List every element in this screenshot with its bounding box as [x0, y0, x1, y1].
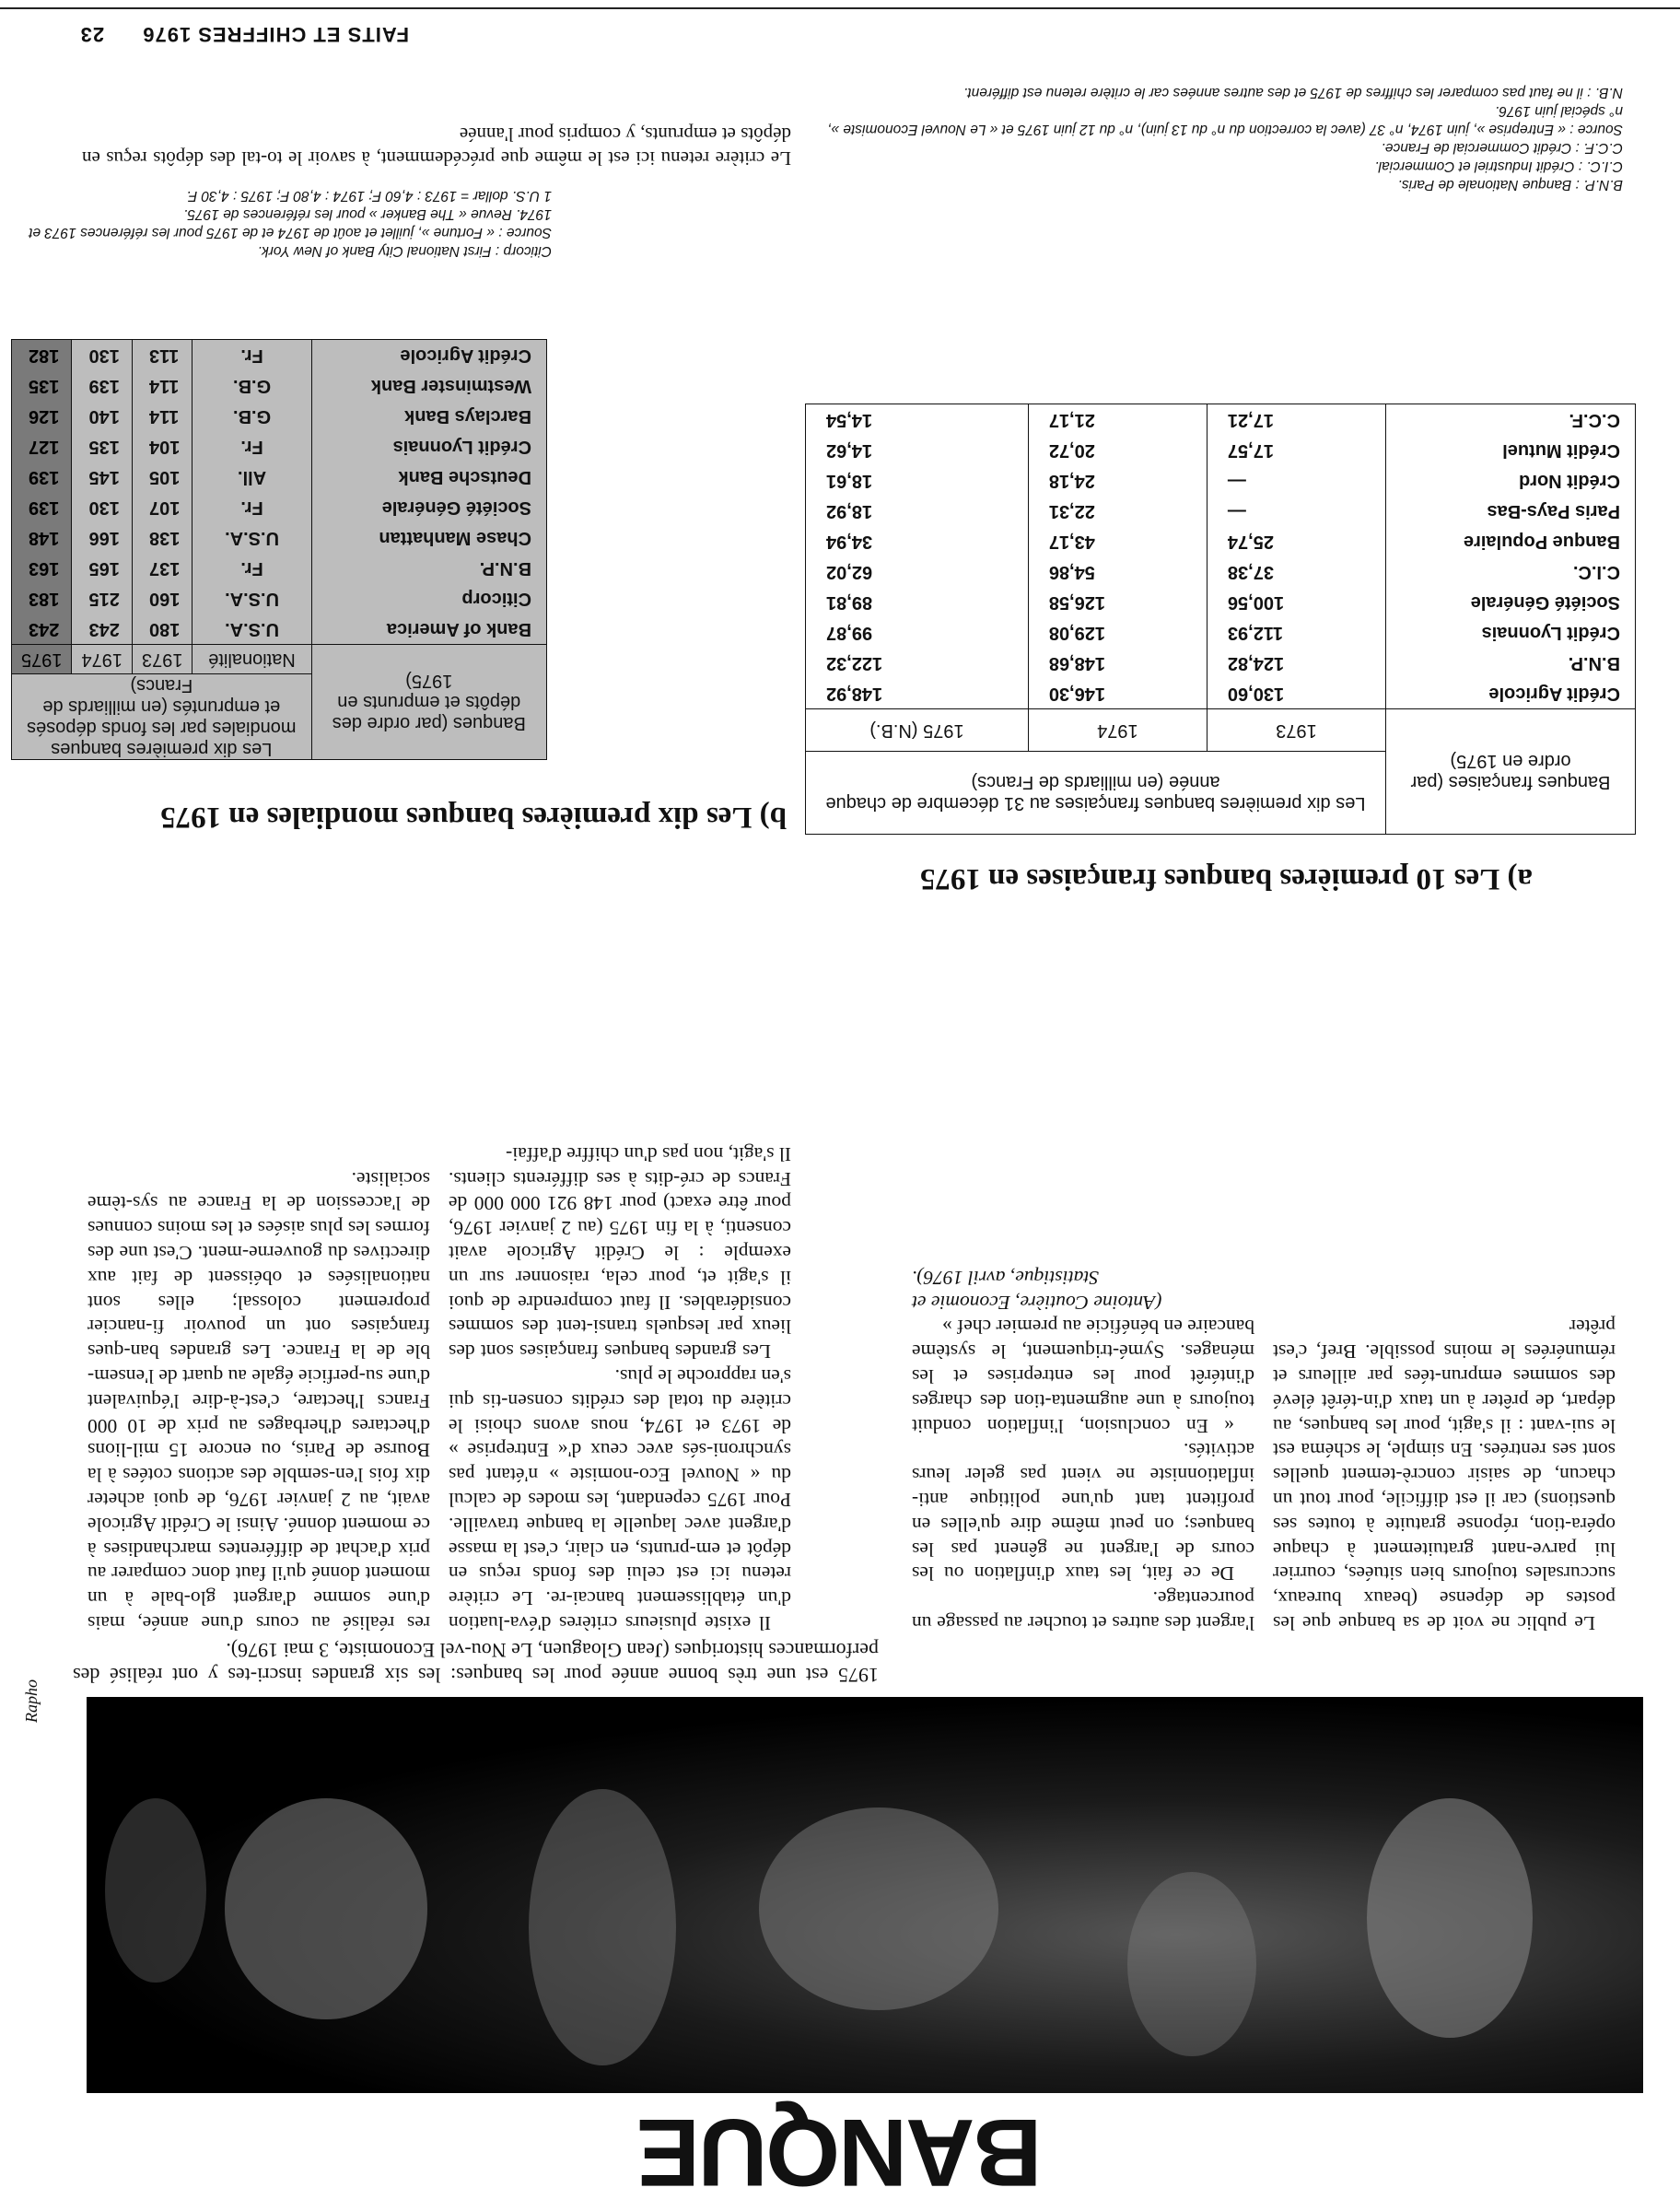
note: Source : « Fortune », juillet et août de 1974 et de 1975 pour les références 1973 et 1974. Revue « The Banker » pour les références de 1975.	[29, 206, 552, 240]
page-number: 23	[79, 23, 105, 46]
col-header-year: 1974	[72, 645, 133, 674]
table-row: Crédit Agricole 130,60 146,30 148,92	[806, 678, 1636, 709]
notes-french-banks	[812, 83, 1623, 193]
col-header-year: 1973	[133, 645, 193, 674]
note: Citicorp : First National City Bank of New York.	[257, 243, 552, 259]
table-row: Paris Pays-Bas — 22,31 18,92	[806, 496, 1636, 526]
text-column-1	[1273, 1315, 1616, 1635]
top-rule	[0, 7, 1680, 9]
col-header-group: Les dix premières banques françaises au 31 décembre de chaque année (en milliards de Francs)	[806, 752, 1386, 835]
table-row: Crédit Mutuel 17,57 20,72 14,62	[806, 435, 1636, 465]
running-header-title: FAITS ET CHIFFRES 1976	[142, 23, 409, 46]
col-header-group: Les dix premières banques mondiales par les fonds déposés et empruntés (en milliards de Francs)	[12, 674, 312, 760]
table-row: Crédit Lyonnais 112,93 129,08 99,87	[806, 617, 1636, 648]
table-world-banks	[11, 339, 547, 760]
intro-text: 1975 est une très bonne année pour les banques: les six grandes inscri-tes y ont réalisé des performances historiques (Jean Gloaguen, Le Nou-vel Economiste, 3 mai 1976).	[73, 1639, 879, 1687]
col-header-bank: Banques (par ordre des dépôts et emprunts en 1975)	[311, 645, 546, 760]
paragraph: De ce fait, les taux d'inflation ou les cours de l'argent ne gênent pas les banques; on peut même dire qu'elles en profitent tant qu'une politique anti-inflationniste ne vient pas geler leurs activités.	[912, 1439, 1254, 1585]
text-column-2	[912, 1265, 1254, 1635]
table-french-banks	[805, 404, 1636, 835]
paragraph: « En conclusion, l'inflation conduit toujours à une augmenta-tion des charges d'intérêt pour les entreprises et les ménages. Symé-triquement, le système bancaire en bénéficie au premier chef »	[912, 1316, 1254, 1437]
table-row: Bank of America U.S.A. 180 243 243	[12, 614, 547, 645]
note: C.I.C. : Crédit Industriel et Commercial.	[1374, 158, 1623, 174]
footnote-text: Le critère retenu ici est le même que précédemment, à savoir le to-tal des dépôts reçus en dépôts et emprunts, y compris pour l'année	[82, 123, 791, 170]
photo-credit: Rapho	[22, 1679, 41, 1723]
table-row: Chase Manhattan U.S.A. 138 166 148	[12, 522, 547, 553]
text-column-3	[449, 1141, 791, 1635]
table-row: Crédit Lyonnais Fr. 104 135 127	[12, 431, 547, 462]
col-header-bank: Banques françaises (par ordre en 1975)	[1386, 709, 1636, 835]
paragraph: Il existe plusieurs critères d'éva-luation d'un établissement bancai-re. Le critère retenu ici est celui des fonds reçus en dépôt et em-prunts, en clair, c'est la masse d'argent avec laquelle la banque travaille. Pour 1975 cependant, les modes de calcul du « Nouvel Eco-nomiste » n'étant pas synchroni-sés avec ceux d'« Entreprise » de 1973 et 1974, nous avons choisi le critère du total des crédits consen-tis qui s'en rapproche le plus.	[449, 1365, 791, 1634]
table-row: Crédit Agricole Fr. 113 130 182	[12, 340, 547, 371]
table-row: Banque Populaire 25,74 43,17 34,94	[806, 526, 1636, 556]
table-row: C.I.C. 37,38 54,86 62,02	[806, 556, 1636, 587]
paragraph: res réalisé au cours d'une année, mais d'une somme d'argent glo-bale à un moment donné qu'il faut donc comparer au prix d'achat de différentes marchandises à ce moment donné. Ainsi le Crédit Agricole avait, au 2 janvier 1976, de quoi acheter dix fois l'en-semble des actions cotées à la Bourse de Paris, ou encore 15 mil-lions d'hectares d'herbages au prix de 10 000 Francs l'hectare, c'est-à-dire l'équivalent d'une su-perficie égale au quart de l'ensem-ble de la France. Les grandes ban-ques françaises ont un pouvoir fi-nancier proprement colossal; elles sont nationalisées et obéissent de fait aux directives du gouverne-ment. C'est une des formes les plus aisées et les moins connues de l'accession de la France au sys-tème socialiste.	[88, 1167, 430, 1634]
table-row: B.N.P. Fr. 137 165 163	[12, 553, 547, 583]
note: C.C.F. : Crédit Commercial de France.	[1381, 140, 1623, 156]
page-title: BANQUE	[637, 2099, 1043, 2205]
paragraph: Le public ne voit de sa banque que les postes de dépense (beaux bureaux, succursales toujours bien situées, courrier lui parve-nant gratuitement à chaque opéra-tion, réponse gratuite à toutes ses questions) car il est difficile, pour tout un chacun, de saisir concrè-tement quelles sont ses rentrées. En simple, le schéma est le sui-vant : il s'agit, pour les banques, au départ, de prêter à un taux d'in-térêt élevé des sommes emprun-tées par ailleurs et rémunérées le moins possible. Bref, c'est prêter	[1273, 1316, 1616, 1634]
col-header-nationality: Nationalité	[192, 645, 311, 674]
table-row: Citicorp U.S.A. 160 215 183	[12, 583, 547, 614]
paragraph: Les grandes banques françaises sont des lieux par lesquels transi-tent des sommes considérables. Il faut comprendre de quoi il s'agit et, pour cela, raisonner sur un exemple : le Crédit Agricole avait consenti, à la fin 1975 (au 2 janvier 1976, pour être exact) pour 148 921 000 000 de Francs de cré-dits à ses différents clients. Il s'agit, non pas d'un chiffre d'affai-	[449, 1142, 791, 1363]
col-header-year: 1973	[1207, 709, 1385, 752]
col-header-year: 1975 (N.B.)	[806, 709, 1029, 752]
col-header-year: 1974	[1028, 709, 1207, 752]
note: 1 U.S. dollar = 1973 : 4,60 F; 1974 : 4,80 F; 1975 : 4,30 F.	[186, 188, 552, 204]
table-row: Deutsche Bank All. 105 145 139	[12, 462, 547, 492]
table-row: Westminster Bank G.B. 114 139 135	[12, 370, 547, 401]
table-row: Société Générale Fr. 107 130 139	[12, 492, 547, 522]
running-header	[50, 22, 409, 46]
citation: (Antoine Coutière, Economie et Statistique, avril 1976).	[912, 1266, 1162, 1314]
table-row: C.C.F. 17,21 21,17 14,54	[806, 404, 1636, 436]
col-header-year: 1975	[12, 645, 73, 674]
section-a-heading: a) Les 10 premières banques françaises en 1975	[919, 862, 1533, 895]
note: N.B. : il ne faut pas comparer les chiffres de 1975 et des autres années car le critère retenu est différent.	[963, 85, 1623, 100]
section-b-heading: b) Les dix premières banques mondiales en 1975	[160, 801, 787, 834]
note: Source : « Entreprise », juin 1974, n° 37 (avec la correction du n° du 13 juin), n° du 12 juin 1975 et « Le Nouvel Economiste », n° spécial juin 1976.	[827, 103, 1623, 137]
crowd-photo	[87, 1697, 1643, 2093]
text-column-4	[88, 1166, 430, 1635]
table-row: B.N.P. 124,82 148,68 122,32	[806, 648, 1636, 678]
notes-world-banks	[27, 186, 552, 260]
table-row: Barclays Bank G.B. 114 140 126	[12, 401, 547, 431]
note: B.N.P. : Banque Nationale de Paris.	[1397, 177, 1623, 193]
table-row: Société Générale 100,56 126,58 89,81	[806, 587, 1636, 617]
table-row: Crédit Nord — 24,18 18,61	[806, 465, 1636, 496]
paragraph: l'argent des autres et toucher au passage un pourcentage.	[912, 1587, 1254, 1634]
